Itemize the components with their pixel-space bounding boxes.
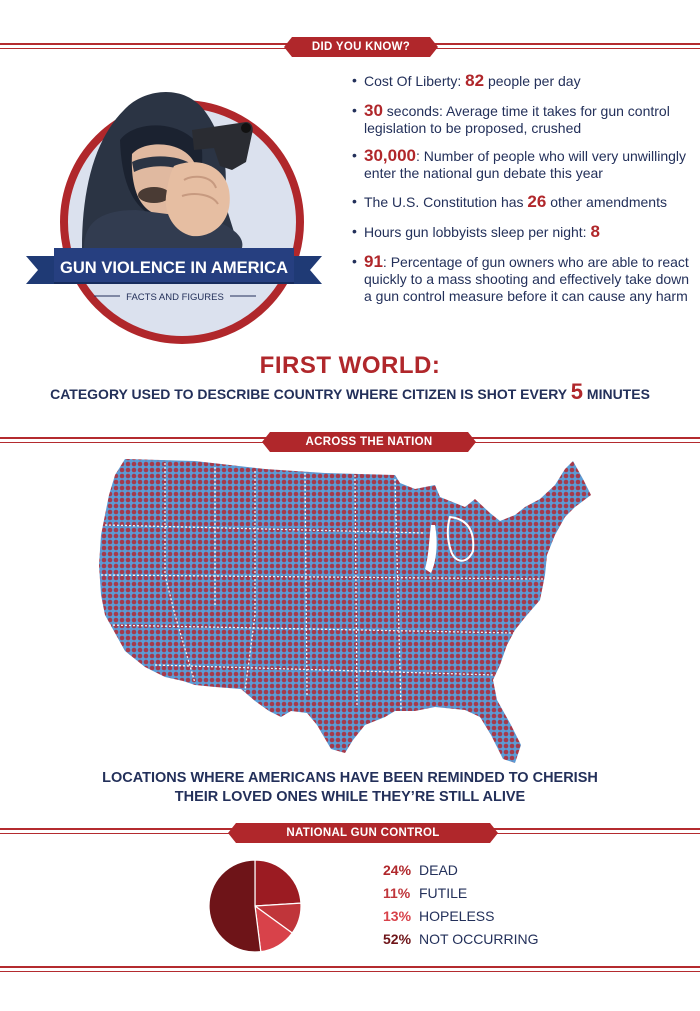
legend-label: NOT OCCURRING bbox=[419, 931, 539, 947]
conversations-ribbon: NATIONAL GUN CONTROL CONVERSATIONS bbox=[236, 823, 490, 843]
legend-item-not-occurring bbox=[383, 931, 539, 954]
fact-item: • 30 seconds: Average time it takes for gun control legislation to be proposed, crushed bbox=[352, 102, 692, 137]
map-caption-line-2: THEIR LOVED ONES WHILE THEY’RE STILL ALIVE bbox=[174, 789, 526, 805]
legend-item-hopeless bbox=[383, 908, 539, 931]
pie-legend bbox=[383, 862, 539, 954]
across-the-nation-ribbon: ACROSS THE NATION bbox=[270, 432, 468, 452]
emblem-subtitle: FACTS AND FIGURES bbox=[126, 292, 224, 303]
legend-pct: 52% bbox=[383, 931, 412, 947]
us-map-shape bbox=[99, 459, 591, 763]
legend-label: DEAD bbox=[419, 862, 458, 878]
first-world-title: FIRST WORLD: bbox=[259, 352, 441, 379]
legend-label: HOPELESS bbox=[419, 908, 495, 924]
us-map bbox=[95, 455, 600, 765]
emblem-title: GUN VIOLENCE IN AMERICA bbox=[60, 258, 288, 277]
gunman-emblem bbox=[24, 70, 324, 345]
fact-item: • Cost Of Liberty: 82 people per day bbox=[352, 72, 692, 90]
pie-slice-dead bbox=[255, 860, 301, 906]
map-caption-line-1: LOCATIONS WHERE AMERICANS HAVE BEEN REMINDED TO CHERISH bbox=[102, 770, 598, 786]
fact-item: • The U.S. Constitution has 26 other amendments bbox=[352, 193, 692, 211]
legend-item-dead bbox=[383, 862, 539, 885]
map-caption bbox=[0, 769, 700, 807]
pie-slice-not-occurring bbox=[209, 860, 261, 952]
fact-item: • Hours gun lobbyists sleep per night: 8 bbox=[352, 223, 692, 241]
legend-pct: 11% bbox=[383, 885, 411, 901]
facts-list bbox=[352, 72, 692, 305]
fact-item: • 91: Percentage of gun owners who are able to react quickly to a mass shooting and effectively take down a gun control measure before it can cause any harm bbox=[352, 253, 692, 305]
did-you-know-ribbon: DID YOU KNOW? bbox=[292, 37, 430, 57]
fact-item: • 30,000: Number of people who will very unwillingly enter the national gun debate this year bbox=[352, 147, 692, 182]
legend-pct: 13% bbox=[383, 908, 412, 924]
hands bbox=[166, 162, 230, 236]
legend-item-futile bbox=[383, 885, 539, 908]
pie-chart bbox=[205, 856, 305, 956]
legend-pct: 24% bbox=[383, 862, 412, 878]
legend-label: FUTILE bbox=[419, 885, 468, 901]
first-world-subtitle: CATEGORY USED TO DESCRIBE COUNTRY WHERE CITIZEN IS SHOT EVERY 5 MINUTES bbox=[50, 379, 650, 404]
